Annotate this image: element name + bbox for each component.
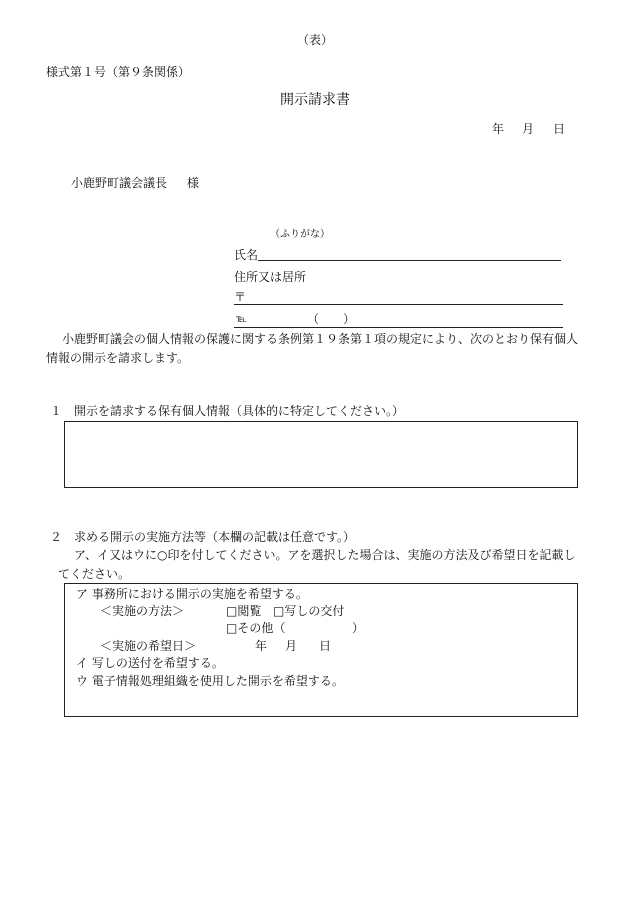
tel-area-paren: （ ） (307, 312, 356, 326)
section2-note-line-2: てください。 (58, 567, 131, 581)
date-month-label: 月 (522, 122, 535, 136)
method-other-close-paren: ） (352, 621, 365, 635)
option-i-copy-mailing[interactable]: イ 写しの送付を希望する。 (76, 656, 224, 670)
section2-heading: ２ 求める開示の実施方法等（本欄の記載は任意です。） (50, 530, 356, 544)
address-line (234, 304, 563, 305)
info-entry-box[interactable] (64, 421, 578, 488)
tel-label: ℡ (236, 314, 247, 325)
method-label: ＜実施の方法＞ (100, 604, 185, 618)
preferred-date-day: 日 (319, 639, 332, 653)
option-a-office-disclosure[interactable]: ア 事務所における開示の実施を希望する。 (76, 587, 308, 601)
preferred-date-label: ＜実施の希望日＞ (100, 639, 197, 653)
address-label: 住所又は居所 (234, 270, 307, 284)
section1-heading: １ 開示を請求する保有個人情報（具体的に特定してください。） (50, 404, 405, 418)
date-day-label: 日 (553, 122, 566, 136)
furigana-label: （ふりがな） (270, 229, 330, 240)
postal-mark: 〒 (234, 290, 247, 304)
name-line (258, 260, 561, 261)
section2-note-line-1: ア、イ又はウに○印を付してください。アを選択した場合は、実施の方法及び希望日を記載し (74, 548, 576, 562)
addressee-honorific: 様 (187, 176, 200, 190)
method-view-checkbox[interactable]: □閲覧 (226, 604, 262, 618)
page-side-label: （表） (296, 33, 333, 47)
intro-line-2: 情報の開示を請求します。 (46, 351, 190, 365)
name-label: 氏名 (234, 248, 259, 262)
method-copy-checkbox[interactable]: □写しの交付 (273, 604, 345, 618)
date-year-label: 年 (492, 122, 505, 136)
document-title: 開示請求書 (280, 92, 350, 108)
tel-line (234, 327, 563, 328)
intro-line-1: 小鹿野町議会の個人情報の保護に関する条例第１９条第１項の規定により、次のとおり保有個人 (62, 332, 579, 346)
form-number: 様式第１号（第９条関係） (46, 65, 191, 79)
option-u-electronic-disclosure[interactable]: ウ 電子情報処理組織を使用した開示を希望する。 (76, 674, 344, 688)
addressee-name: 小鹿野町議会議長 (71, 176, 168, 190)
method-other-checkbox[interactable]: □その他（ (226, 621, 286, 635)
disclosure-method-box (64, 583, 578, 717)
preferred-date-month: 月 (285, 639, 298, 653)
preferred-date-year: 年 (255, 639, 268, 653)
